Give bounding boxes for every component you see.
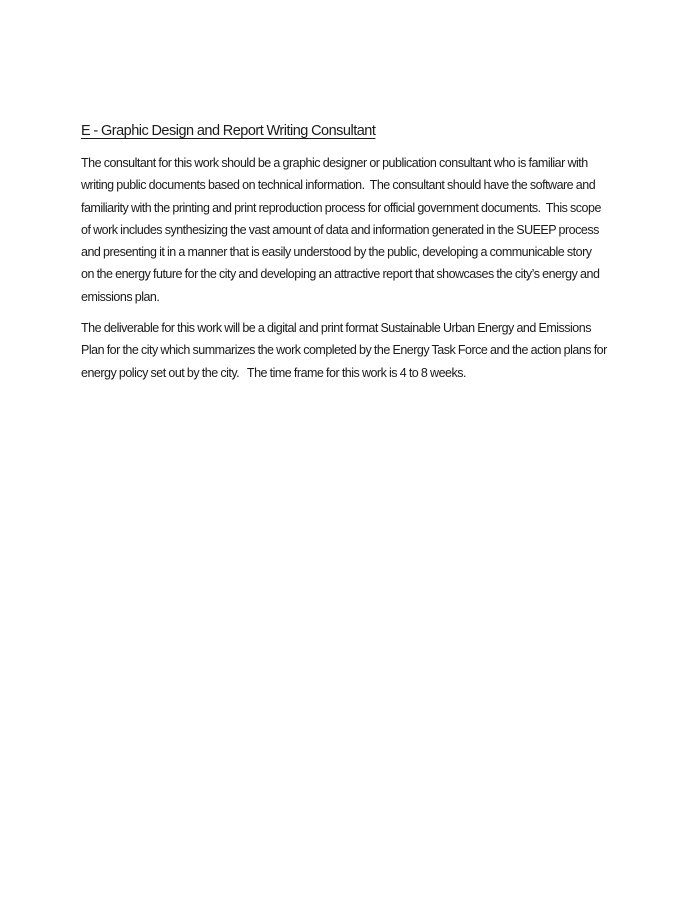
text-line: and presenting it in a manner that is easily understood by the public, developing a communicable story — [81, 245, 592, 260]
text-line: energy policy set out by the city. The time frame for this work is 4 to 8 weeks. — [81, 365, 466, 380]
text-line: The deliverable for this work will be a digital and print format Sustainable Urban Energy and Emissions — [81, 321, 591, 336]
text-line: emissions plan. — [81, 289, 160, 304]
paragraph-consultant-description — [81, 152, 615, 308]
paragraph-deliverable-description — [81, 317, 615, 384]
text-line: familiarity with the printing and print reproduction process for official government documents. This scope — [81, 200, 601, 215]
text-line: of work includes synthesizing the vast amount of data and information generated in the SUEEP process — [81, 222, 599, 237]
text-line: The consultant for this work should be a graphic designer or publication consultant who is familiar with — [81, 156, 588, 170]
text-line: writing public documents based on technical information. The consultant should have the software and — [81, 178, 596, 193]
text-line: on the energy future for the city and developing an attractive report that showcases the city’s energy and — [81, 267, 600, 282]
section-heading: E - Graphic Design and Report Writing Consultant — [81, 123, 376, 139]
text-line: Plan for the city which summarizes the work completed by the Energy Task Force and the action plans for — [81, 343, 607, 358]
